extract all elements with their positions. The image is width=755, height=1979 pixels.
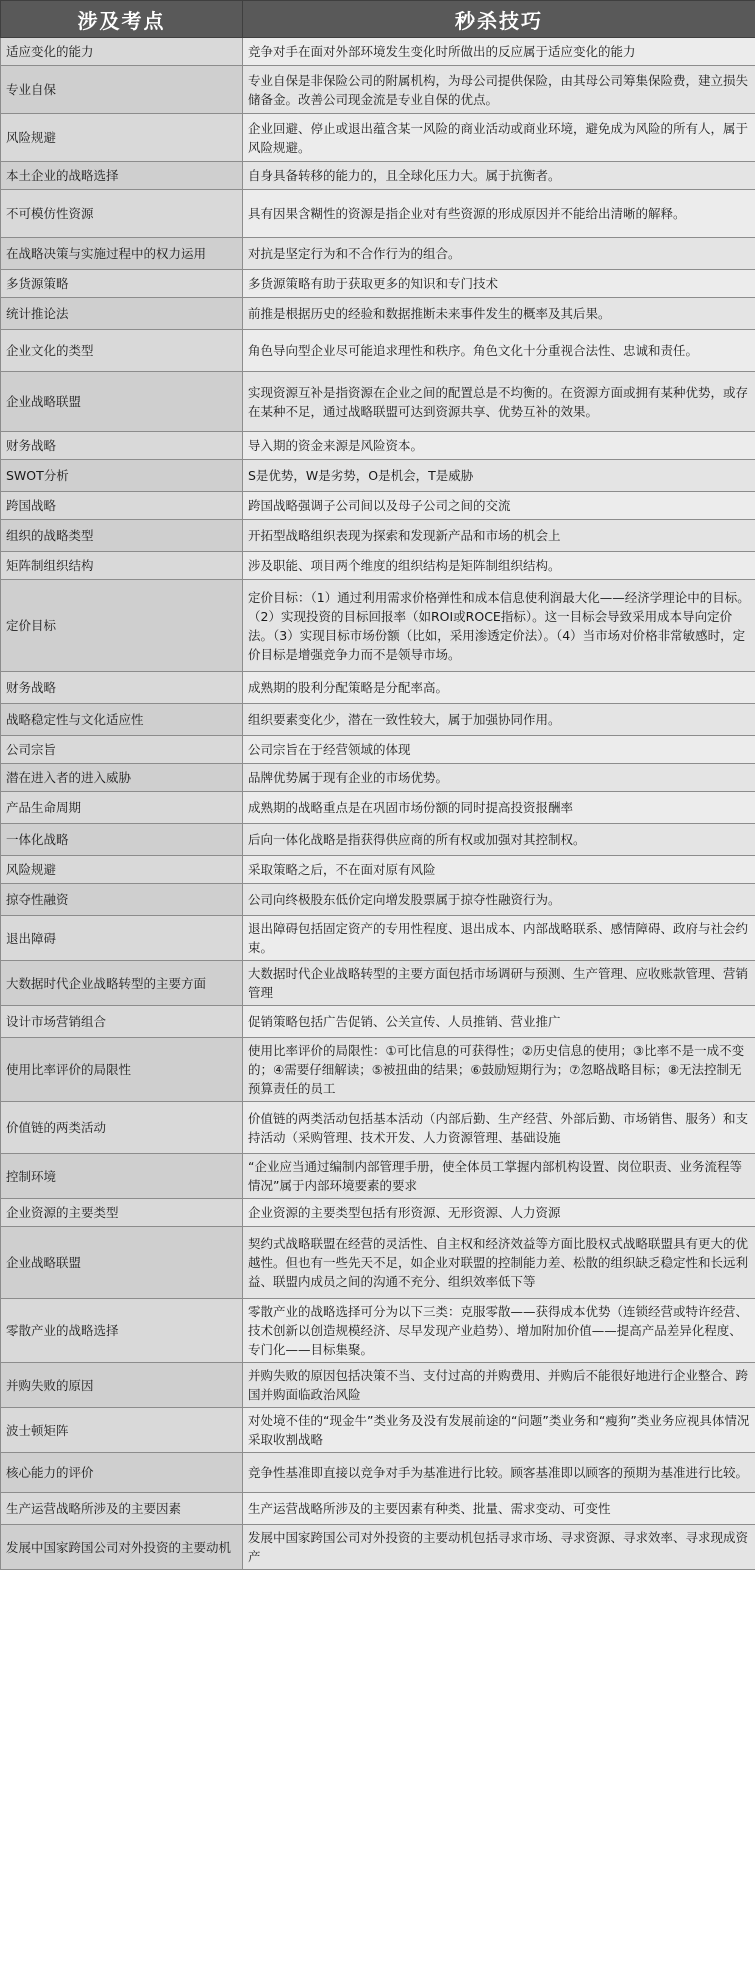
table-row — [1, 238, 755, 270]
tip-cell: 具有因果含糊性的资源是指企业对有些资源的形成原因并不能给出清晰的解释。 — [243, 190, 755, 238]
tip-cell: 价值链的两类活动包括基本活动（内部后勤、生产经营、外部后勤、市场销售、服务）和支持活动（采购管理、技术开发、人力资源管理、基础设施 — [243, 1102, 755, 1154]
topic-cell: 波士顿矩阵 — [1, 1408, 243, 1453]
table-row — [1, 1006, 755, 1038]
topic-cell: 矩阵制组织结构 — [1, 552, 243, 580]
tip-cell: 生产运营战略所涉及的主要因素有种类、批量、需求变动、可变性 — [243, 1493, 755, 1525]
topic-cell: 适应变化的能力 — [1, 38, 243, 66]
tip-cell: 后向一体化战略是指获得供应商的所有权或加强对其控制权。 — [243, 824, 755, 856]
topic-cell: 掠夺性融资 — [1, 884, 243, 916]
topic-cell: 发展中国家跨国公司对外投资的主要动机 — [1, 1525, 243, 1570]
table-row — [1, 580, 755, 672]
tip-cell: 成熟期的股利分配策略是分配率高。 — [243, 672, 755, 704]
table-row — [1, 1525, 755, 1570]
topic-cell: 战略稳定性与文化适应性 — [1, 704, 243, 736]
tip-cell: 定价目标：（1）通过利用需求价格弹性和成本信息使利润最大化——经济学理论中的目标。（2）实现投资的目标回报率（如ROI或ROCE指标）。这一目标会导致采用成本导向定价法。（3）实现目标市场份额（比如，采用渗透定价法）。（4）当市场对价格非常敏感时，定价目标是增强竞争力而不是领导市场。 — [243, 580, 755, 672]
table-row — [1, 916, 755, 961]
tip-cell: 竞争对手在面对外部环境发生变化时所做出的反应属于适应变化的能力 — [243, 38, 755, 66]
table-row — [1, 552, 755, 580]
table-row — [1, 460, 755, 492]
topic-cell: 生产运营战略所涉及的主要因素 — [1, 1493, 243, 1525]
topic-cell: SWOT分析 — [1, 460, 243, 492]
table-row — [1, 38, 755, 66]
topic-cell: 统计推论法 — [1, 298, 243, 330]
tip-cell: 并购失败的原因包括决策不当、支付过高的并购费用、并购后不能很好地进行企业整合、跨国并购面临政治风险 — [243, 1363, 755, 1408]
tip-cell: 跨国战略强调子公司间以及母子公司之间的交流 — [243, 492, 755, 520]
tip-cell: S是优势，W是劣势，O是机会，T是威胁 — [243, 460, 755, 492]
tip-cell: 企业资源的主要类型包括有形资源、无形资源、人力资源 — [243, 1199, 755, 1227]
tip-cell: 零散产业的战略选择可分为以下三类：克服零散——获得成本优势（连锁经营或特许经营、技术创新以创造规模经济、尽早发现产业趋势）、增加附加价值——提高产品差异化程度、专门化——目标集聚。 — [243, 1299, 755, 1363]
topic-cell: 不可模仿性资源 — [1, 190, 243, 238]
table-row — [1, 298, 755, 330]
tip-cell: 多货源策略有助于获取更多的知识和专门技术 — [243, 270, 755, 298]
tip-cell: 公司向终极股东低价定向增发股票属于掠夺性融资行为。 — [243, 884, 755, 916]
table-row — [1, 1493, 755, 1525]
tip-cell: “企业应当通过编制内部管理手册，使全体员工掌握内部机构设置、岗位职责、业务流程等情况”属于内部环境要素的要求 — [243, 1154, 755, 1199]
table-row — [1, 190, 755, 238]
topic-cell: 退出障碍 — [1, 916, 243, 961]
topic-cell: 大数据时代企业战略转型的主要方面 — [1, 961, 243, 1006]
topic-cell: 企业文化的类型 — [1, 330, 243, 372]
table-row — [1, 520, 755, 552]
tip-cell: 竞争性基准即直接以竞争对手为基准进行比较。顾客基准即以顾客的预期为基准进行比较。 — [243, 1453, 755, 1493]
header-topic: 涉及考点 — [1, 1, 243, 38]
topic-cell: 产品生命周期 — [1, 792, 243, 824]
tip-cell: 角色导向型企业尽可能追求理性和秩序。角色文化十分重视合法性、忠诚和责任。 — [243, 330, 755, 372]
tip-cell: 品牌优势属于现有企业的市场优势。 — [243, 764, 755, 792]
table-row — [1, 1102, 755, 1154]
topic-cell: 企业资源的主要类型 — [1, 1199, 243, 1227]
table-row — [1, 1227, 755, 1299]
topic-cell: 财务战略 — [1, 672, 243, 704]
table-row — [1, 432, 755, 460]
tip-cell: 实现资源互补是指资源在企业之间的配置总是不均衡的。在资源方面或拥有某种优势，或存在某种不足，通过战略联盟可达到资源共享、优势互补的效果。 — [243, 372, 755, 432]
tip-cell: 对抗是坚定行为和不合作行为的组合。 — [243, 238, 755, 270]
header-row — [1, 1, 755, 38]
topic-cell: 本土企业的战略选择 — [1, 162, 243, 190]
topic-cell: 公司宗旨 — [1, 736, 243, 764]
tip-cell: 对处境不佳的“现金牛”类业务及没有发展前途的“问题”类业务和“瘦狗”类业务应视具体情况采取收割战略 — [243, 1408, 755, 1453]
table-row — [1, 1154, 755, 1199]
tip-cell: 发展中国家跨国公司对外投资的主要动机包括寻求市场、寻求资源、寻求效率、寻求现成资产 — [243, 1525, 755, 1570]
table-row — [1, 792, 755, 824]
table-row — [1, 162, 755, 190]
tip-cell: 契约式战略联盟在经营的灵活性、自主权和经济效益等方面比股权式战略联盟具有更大的优越性。但也有一些先天不足，如企业对联盟的控制能力差、松散的组织缺乏稳定性和长远利益、联盟内成员之间的沟通不充分、组织效率低下等 — [243, 1227, 755, 1299]
topic-cell: 跨国战略 — [1, 492, 243, 520]
table-row — [1, 66, 755, 114]
topic-cell: 风险规避 — [1, 114, 243, 162]
tip-cell: 退出障碍包括固定资产的专用性程度、退出成本、内部战略联系、感情障碍、政府与社会约束。 — [243, 916, 755, 961]
tip-cell: 成熟期的战略重点是在巩固市场份额的同时提高投资报酬率 — [243, 792, 755, 824]
table-row — [1, 764, 755, 792]
tip-cell: 专业自保是非保险公司的附属机构，为母公司提供保险，由其母公司筹集保险费，建立损失储备金。改善公司现金流是专业自保的优点。 — [243, 66, 755, 114]
topic-cell: 控制环境 — [1, 1154, 243, 1199]
table-row — [1, 736, 755, 764]
topic-cell: 在战略决策与实施过程中的权力运用 — [1, 238, 243, 270]
table-row — [1, 1299, 755, 1363]
tip-cell: 涉及职能、项目两个维度的组织结构是矩阵制组织结构。 — [243, 552, 755, 580]
tip-cell: 企业回避、停止或退出蕴含某一风险的商业活动或商业环境，避免成为风险的所有人，属于风险规避。 — [243, 114, 755, 162]
topic-cell: 零散产业的战略选择 — [1, 1299, 243, 1363]
table-row — [1, 704, 755, 736]
topic-cell: 核心能力的评价 — [1, 1453, 243, 1493]
tip-cell: 大数据时代企业战略转型的主要方面包括市场调研与预测、生产管理、应收账款管理、营销管理 — [243, 961, 755, 1006]
tip-cell: 促销策略包括广告促销、公关宣传、人员推销、营业推广 — [243, 1006, 755, 1038]
topic-cell: 专业自保 — [1, 66, 243, 114]
table-row — [1, 330, 755, 372]
topic-cell: 并购失败的原因 — [1, 1363, 243, 1408]
table-row — [1, 672, 755, 704]
tip-cell: 使用比率评价的局限性：①可比信息的可获得性；②历史信息的使用；③比率不是一成不变的；④需要仔细解读；⑤被扭曲的结果；⑥鼓励短期行为；⑦忽略战略目标；⑧无法控制无预算责任的员工 — [243, 1038, 755, 1102]
tip-cell: 自身具备转移的能力的，且全球化压力大。属于抗衡者。 — [243, 162, 755, 190]
topic-cell: 财务战略 — [1, 432, 243, 460]
tip-cell: 组织要素变化少，潜在一致性较大，属于加强协同作用。 — [243, 704, 755, 736]
tip-cell: 导入期的资金来源是风险资本。 — [243, 432, 755, 460]
table-row — [1, 961, 755, 1006]
topic-cell: 组织的战略类型 — [1, 520, 243, 552]
table-row — [1, 1199, 755, 1227]
topic-cell: 企业战略联盟 — [1, 372, 243, 432]
topic-cell: 价值链的两类活动 — [1, 1102, 243, 1154]
topic-cell: 一体化战略 — [1, 824, 243, 856]
table-row — [1, 1363, 755, 1408]
table-row — [1, 884, 755, 916]
table-row — [1, 1038, 755, 1102]
topic-cell: 定价目标 — [1, 580, 243, 672]
topic-cell: 使用比率评价的局限性 — [1, 1038, 243, 1102]
topic-cell: 设计市场营销组合 — [1, 1006, 243, 1038]
table-row — [1, 372, 755, 432]
tip-cell: 公司宗旨在于经营领域的体现 — [243, 736, 755, 764]
topic-cell: 多货源策略 — [1, 270, 243, 298]
tip-cell: 开拓型战略组织表现为探索和发现新产品和市场的机会上 — [243, 520, 755, 552]
table-row — [1, 856, 755, 884]
topic-cell: 企业战略联盟 — [1, 1227, 243, 1299]
tip-cell: 前推是根据历史的经验和数据推断未来事件发生的概率及其后果。 — [243, 298, 755, 330]
topic-cell: 潜在进入者的进入威胁 — [1, 764, 243, 792]
tip-cell: 采取策略之后，不在面对原有风险 — [243, 856, 755, 884]
table-row — [1, 1453, 755, 1493]
table-row — [1, 824, 755, 856]
table-row — [1, 1408, 755, 1453]
table-row — [1, 114, 755, 162]
topic-cell: 风险规避 — [1, 856, 243, 884]
table-row — [1, 270, 755, 298]
table-row — [1, 492, 755, 520]
header-tip: 秒杀技巧 — [243, 1, 755, 38]
